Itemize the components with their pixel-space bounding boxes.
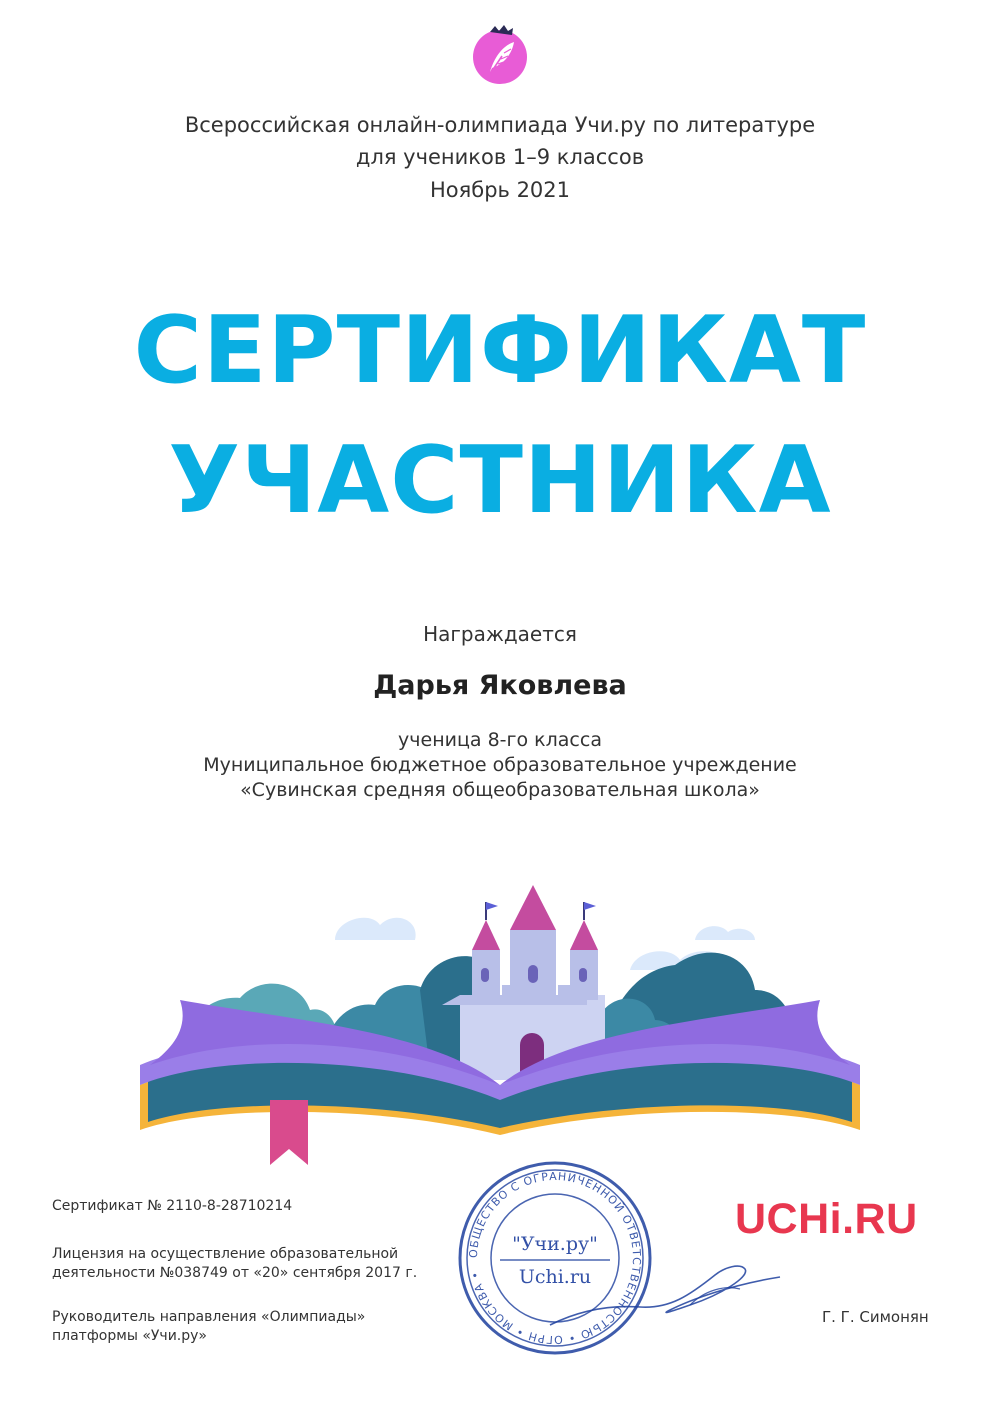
castle-book-illustration — [130, 880, 870, 1165]
uchi-feather-logo-icon — [468, 22, 532, 86]
license-line2: деятельности №038749 от «20» сентября 2017 г. — [52, 1265, 418, 1281]
cloud-icon — [695, 926, 755, 940]
svg-text:Uchi.ru: Uchi.ru — [518, 1266, 592, 1288]
olympiad-title-line: Всероссийская онлайн-олимпиада Учи.ру по литературе — [184, 113, 816, 137]
recipient-name: Дарья Яковлева — [373, 670, 627, 701]
svg-text:ОБЩЕСТВО С ОГРАНИЧЕННОЙ ОТВЕТС: ОБЩЕСТВО С ОГРАНИЧЕННОЙ ОТВЕТСТВЕННОСТЬЮ • ОГРН • МОСКВА • — [466, 1169, 644, 1347]
head-title-line1: Руководитель направления «Олимпиады» — [52, 1309, 366, 1325]
handwritten-signature — [540, 1255, 790, 1335]
olympiad-grades-line: для учеников 1–9 классов — [355, 145, 645, 169]
certificate-title-line1: СЕРТИФИКАТ — [133, 296, 867, 404]
certificate-title-line2: УЧАСТНИКА — [168, 426, 832, 534]
awarded-label: Награждается — [423, 622, 577, 646]
recipient-grade: ученица 8-го класса — [398, 729, 602, 751]
signer-name: Г. Г. Симонян — [822, 1308, 929, 1326]
school-line2: «Сувинская средняя общеобразовательная школа» — [240, 779, 760, 801]
olympiad-date: Ноябрь 2021 — [429, 178, 571, 202]
license-line1: Лицензия на осуществление образовательной — [52, 1246, 399, 1262]
svg-text:"Учи.ру": "Учи.ру" — [512, 1233, 598, 1255]
cloud-icon — [335, 918, 416, 940]
school-line1: Муниципальное бюджетное образовательное учреждение — [203, 754, 797, 776]
head-title-line2: платформы «Учи.ру» — [52, 1328, 207, 1344]
uchi-ru-brand-logo: UCHi.RU — [735, 1195, 918, 1243]
certificate-number: Сертификат № 2110-8-28710214 — [52, 1198, 293, 1214]
